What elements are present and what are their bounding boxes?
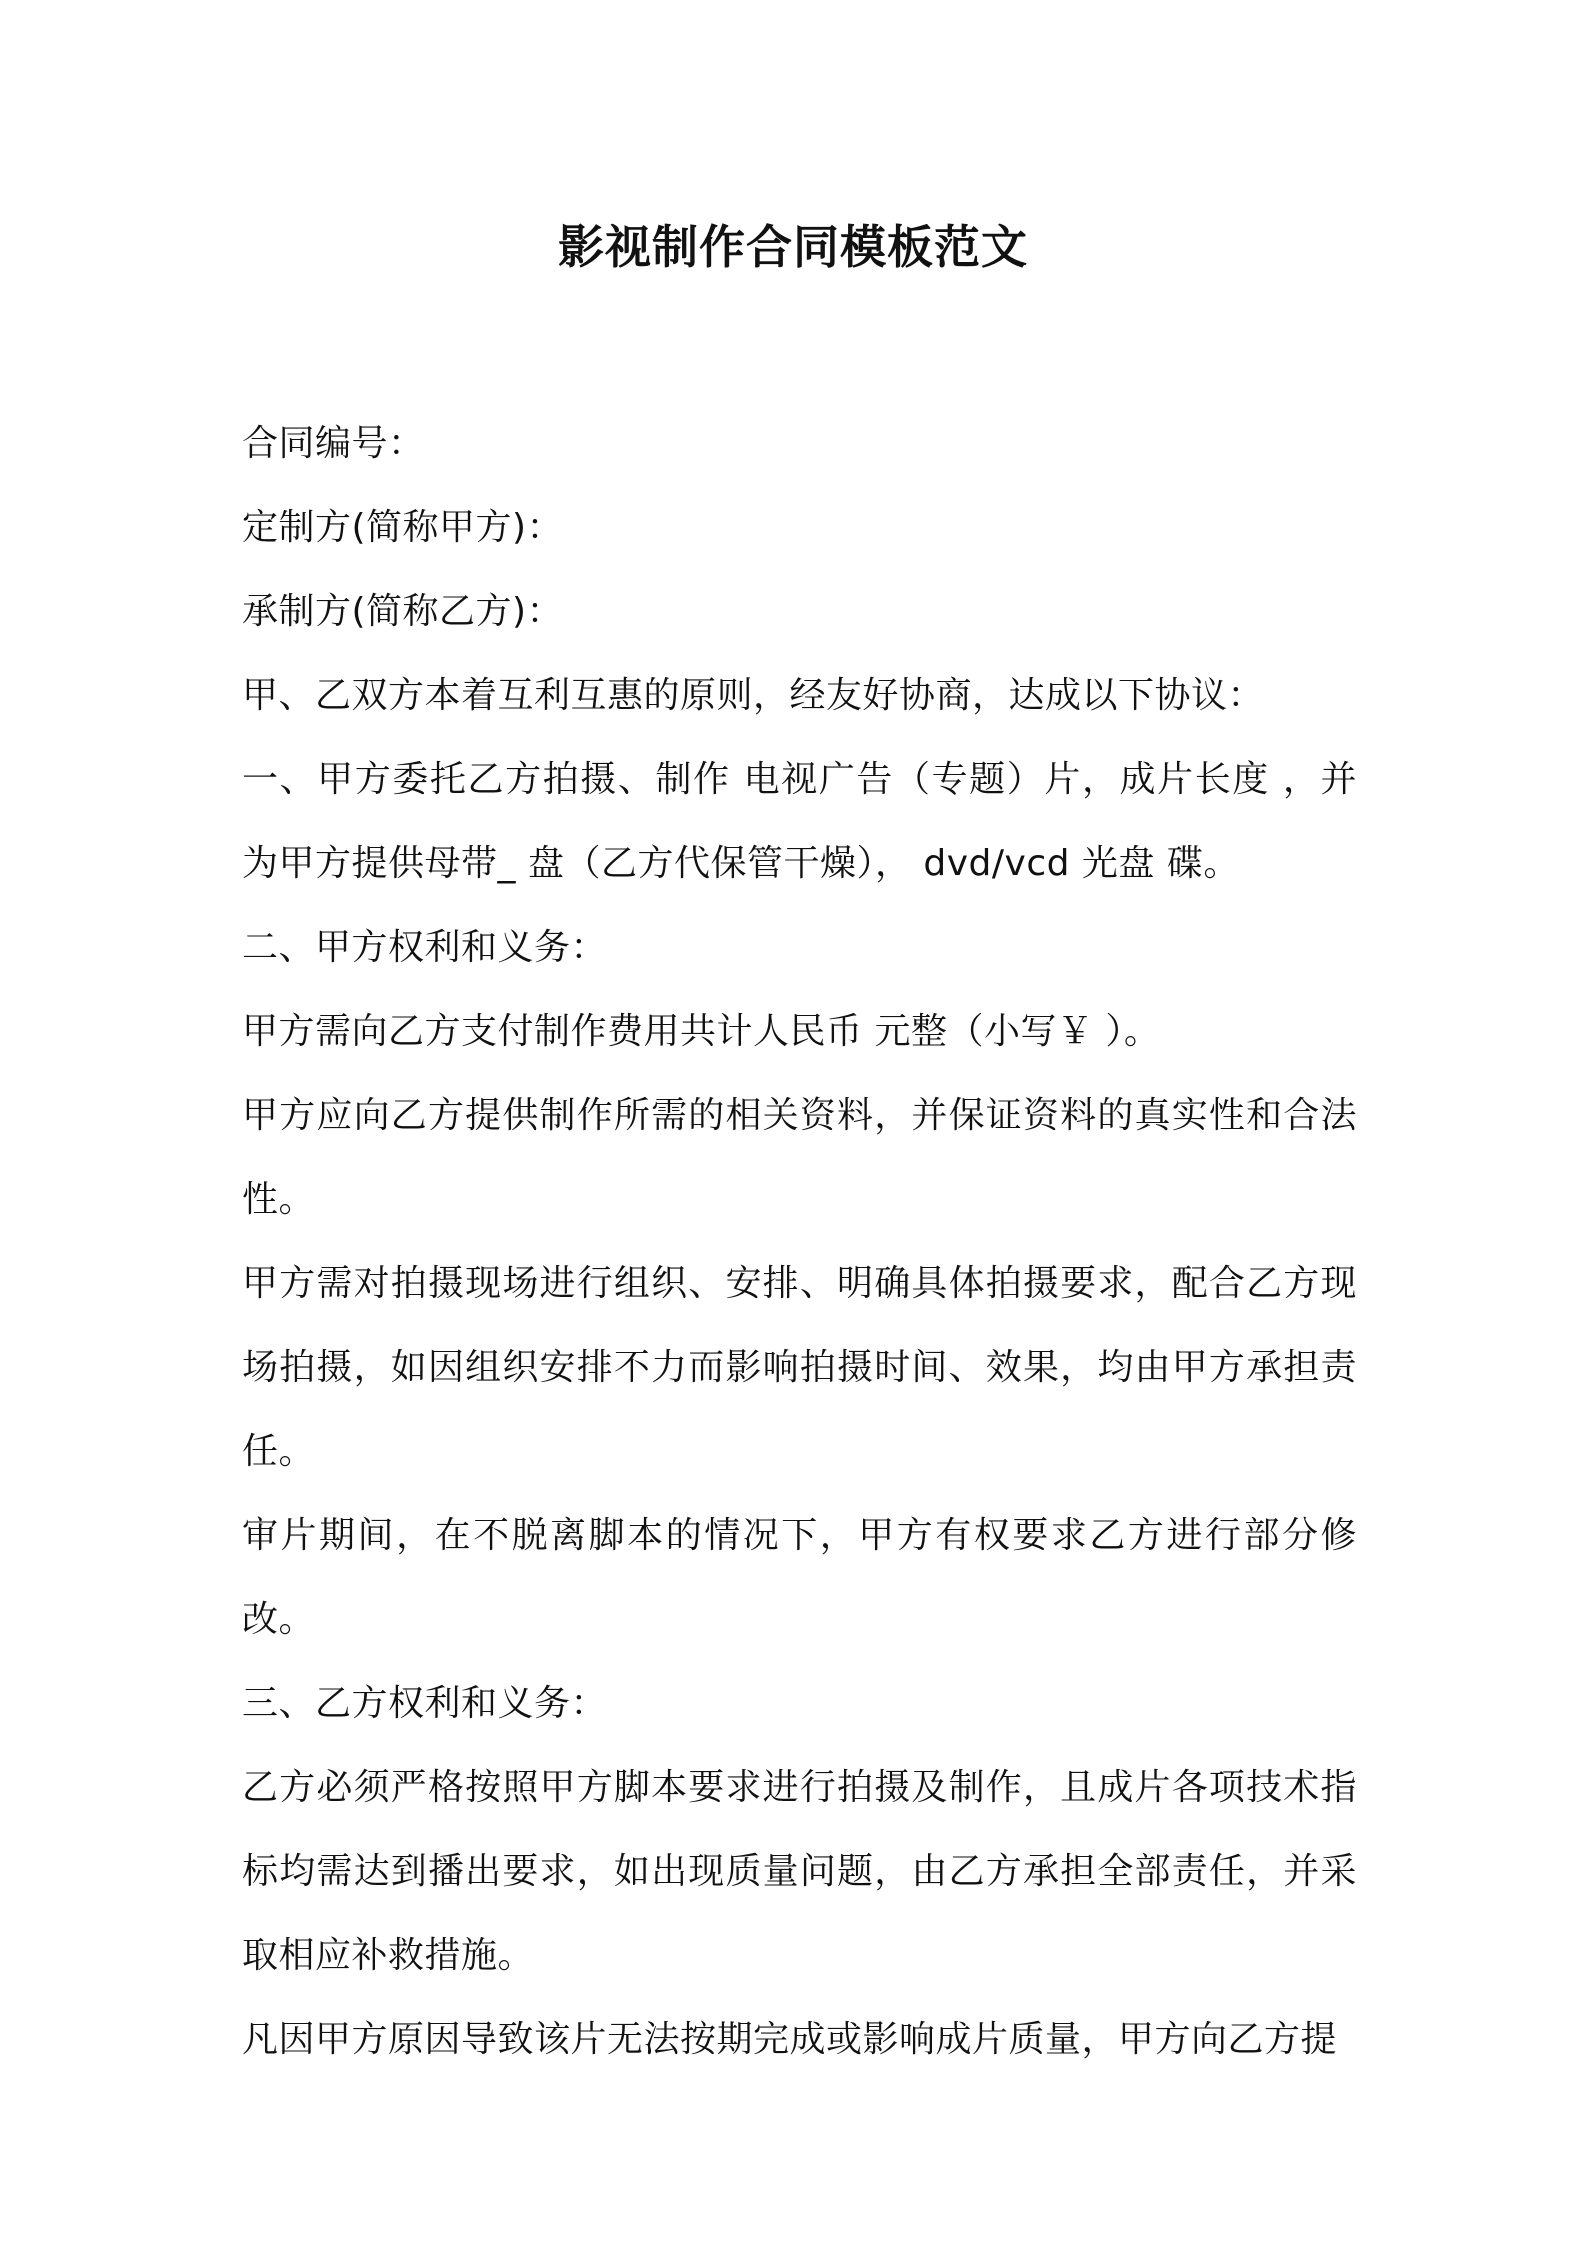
- clause-1: 一、甲方委托乙方拍摄、制作 电视广告（专题）片，成片长度 ，并为甲方提供母带_ 盘（乙方代保管干燥）， dvd/vcd 光盘 碟。: [242, 759, 1357, 884]
- document-title: 影视制作合同模板范文: [558, 220, 1028, 274]
- document-body: [242, 402, 1357, 2082]
- section-2-item-fee: 甲方需向乙方支付制作费用共计人民币 元整（小写￥ ）。: [242, 1011, 1161, 1052]
- section-2-item-materials: 甲方应向乙方提供制作所需的相关资料，并保证资料的真实性和合法性。: [242, 1095, 1357, 1220]
- contract-number-line: 合同编号：: [242, 423, 425, 464]
- agreement-intro: 甲、乙双方本着互利互惠的原则，经友好协商，达成以下协议：: [242, 675, 1265, 716]
- section-2-heading: 二、甲方权利和义务：: [242, 927, 608, 968]
- section-3-heading: 三、乙方权利和义务：: [242, 1683, 608, 1724]
- party-a-line: 定制方(简称甲方)：: [242, 507, 564, 548]
- section-2-item-site: 甲方需对拍摄现场进行组织、安排、明确具体拍摄要求，配合乙方现场拍摄，如因组织安排不力而影响拍摄时间、效果，均由甲方承担责任。: [242, 1263, 1357, 1472]
- section-2-item-review: 审片期间，在不脱离脚本的情况下，甲方有权要求乙方进行部分修改。: [242, 1515, 1357, 1640]
- party-b-line: 承制方(简称乙方)：: [242, 591, 564, 632]
- section-3-item-quality: 乙方必须严格按照甲方脚本要求进行拍摄及制作，且成片各项技术指标均需达到播出要求，如出现质量问题，由乙方承担全部责任，并采取相应补救措施。: [242, 1767, 1357, 1976]
- section-3-item-delay: 凡因甲方原因导致该片无法按期完成或影响成片质量，甲方向乙方提: [242, 2019, 1338, 2060]
